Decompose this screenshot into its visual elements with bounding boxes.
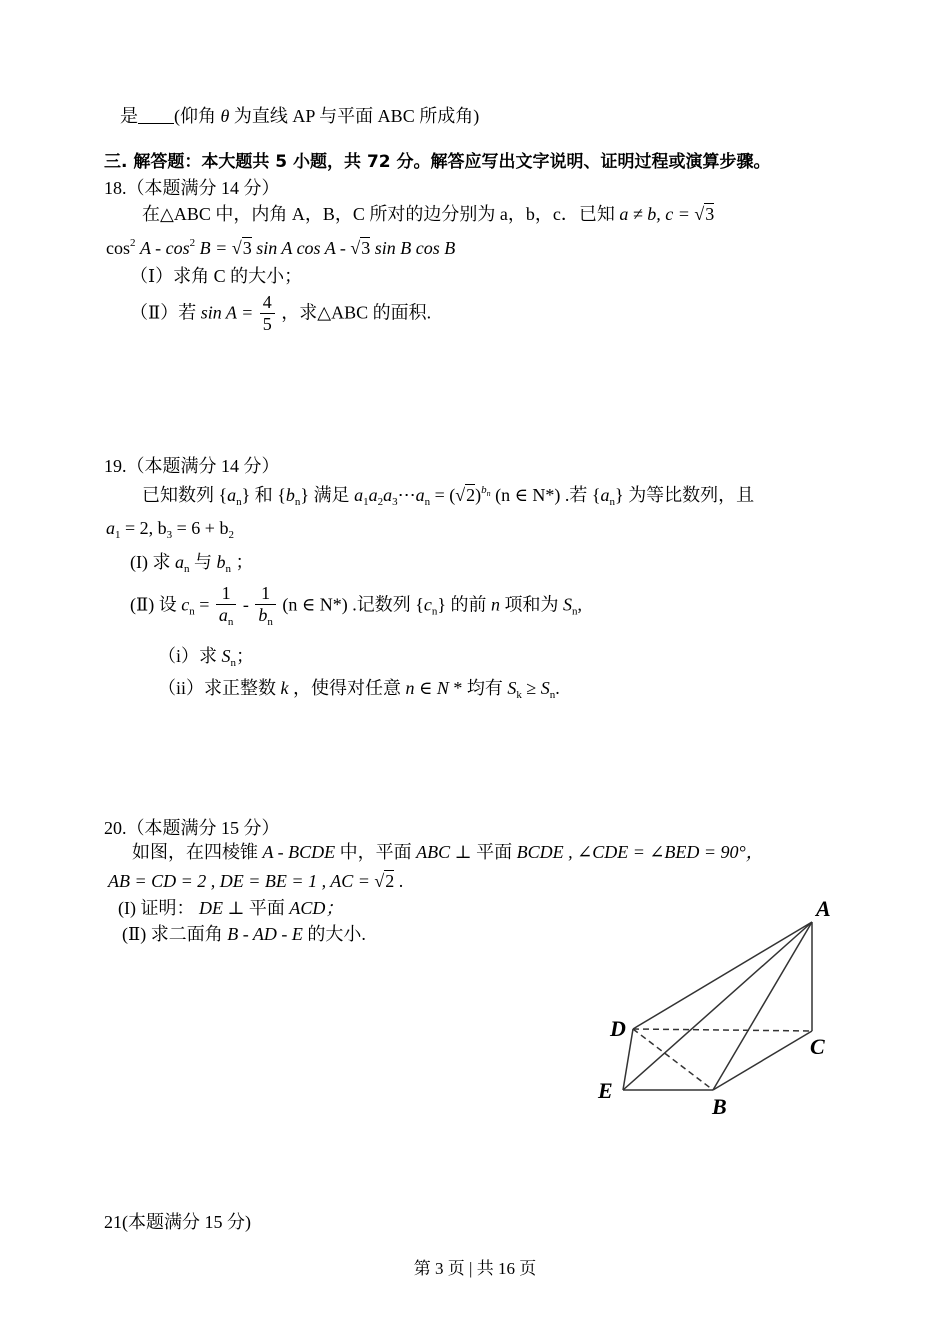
q19-sub-ii: （ii）求正整数 k ，使得对任意 n ∈ N * 均有 $S_k \ge S_n$. xyxy=(158,678,560,701)
section-heading: 三. 解答题：本大题共 5 小题，共 72 分。解答应写出文字说明、证明过程或演算步骤。 xyxy=(104,152,771,172)
label-B: B xyxy=(712,1094,727,1119)
q19-part2: (Ⅱ) 设 $c_n$ = $\frac{1}{a_n}$ - $\frac{1}{b_n}$ (n ∈ N*) .记数列 $\{c_n\}$ 的前 n 项和为 $S_n$, xyxy=(130,583,582,628)
q20-part1: (I) 证明： DE ⊥ 平面 ACD； xyxy=(118,898,344,918)
label-D: D xyxy=(610,1016,626,1041)
q19-part1: (I) 求 $a_n$ 与 $b_n$ ； xyxy=(130,552,254,575)
q18-part2: （Ⅱ）若 sin A = $\frac{4}{5}$ ，求△ABC 的面积. xyxy=(130,292,432,334)
edge-AD xyxy=(633,922,812,1029)
q18-part1: （Ⅰ）求角 C 的大小； xyxy=(130,266,303,286)
q20-line1: 如图，在四棱锥 A - BCDE 中，平面 ABC ⊥ 平面 BCDE , ∠CDE = ∠BED = 90°， xyxy=(132,842,764,862)
label-E: E xyxy=(598,1078,613,1103)
q20-part2: (Ⅱ) 求二面角 B - AD - E 的大小. xyxy=(122,924,366,944)
label-C: C xyxy=(810,1034,825,1059)
edge-BC xyxy=(713,1031,812,1090)
q18-header: 18.（本题满分 14 分） xyxy=(104,178,280,198)
q19-sub-i: （i）求 $S_n$； xyxy=(158,646,255,669)
page-footer: 第 3 页 | 共 16 页 xyxy=(413,1259,537,1278)
q19-line1: 已知数列 $\{a_n\}$ 和 $\{b_n\}$ 满足 $a_1a_2a_3\cdots a_n = (√2)^{b_n}$ (n ∈ N*) .若 $\{a_n\}$ 为等比数列，且 xyxy=(142,484,755,508)
q21-header: 21(本题满分 15 分) xyxy=(104,1212,251,1232)
edge-AB xyxy=(713,922,812,1090)
fraction: $\frac{4}{5}$ xyxy=(260,293,275,335)
q18-equation: $\cos^2 A - \cos^2 B = √3$ sin A cos A - √3 sin B cos B xyxy=(106,237,456,258)
edge-AE xyxy=(623,922,812,1090)
q20-line2: AB = CD = 2 , DE = BE = 1 , AC = √2 . xyxy=(108,871,404,891)
pyramid-figure xyxy=(590,890,850,1130)
answer-blank xyxy=(138,107,174,124)
edge-DB xyxy=(633,1029,713,1090)
q17-tail: 是 (仰角 θ 为直线 AP 与平面 ABC 所成角) xyxy=(120,106,480,126)
q20-header: 20.（本题满分 15 分） xyxy=(104,818,280,838)
q18-line1: 在△ABC 中，内角 A，B，C 所对的边分别为 a，b，c．已知 a ≠ b, c = √3 xyxy=(142,204,715,224)
q19-header: 19.（本题满分 14 分） xyxy=(104,456,280,476)
q19-line2: $a_1 = 2$, $b_3 = 6 + b_2$ xyxy=(106,518,234,541)
label-A: A xyxy=(816,896,831,921)
edge-DC xyxy=(633,1029,812,1031)
